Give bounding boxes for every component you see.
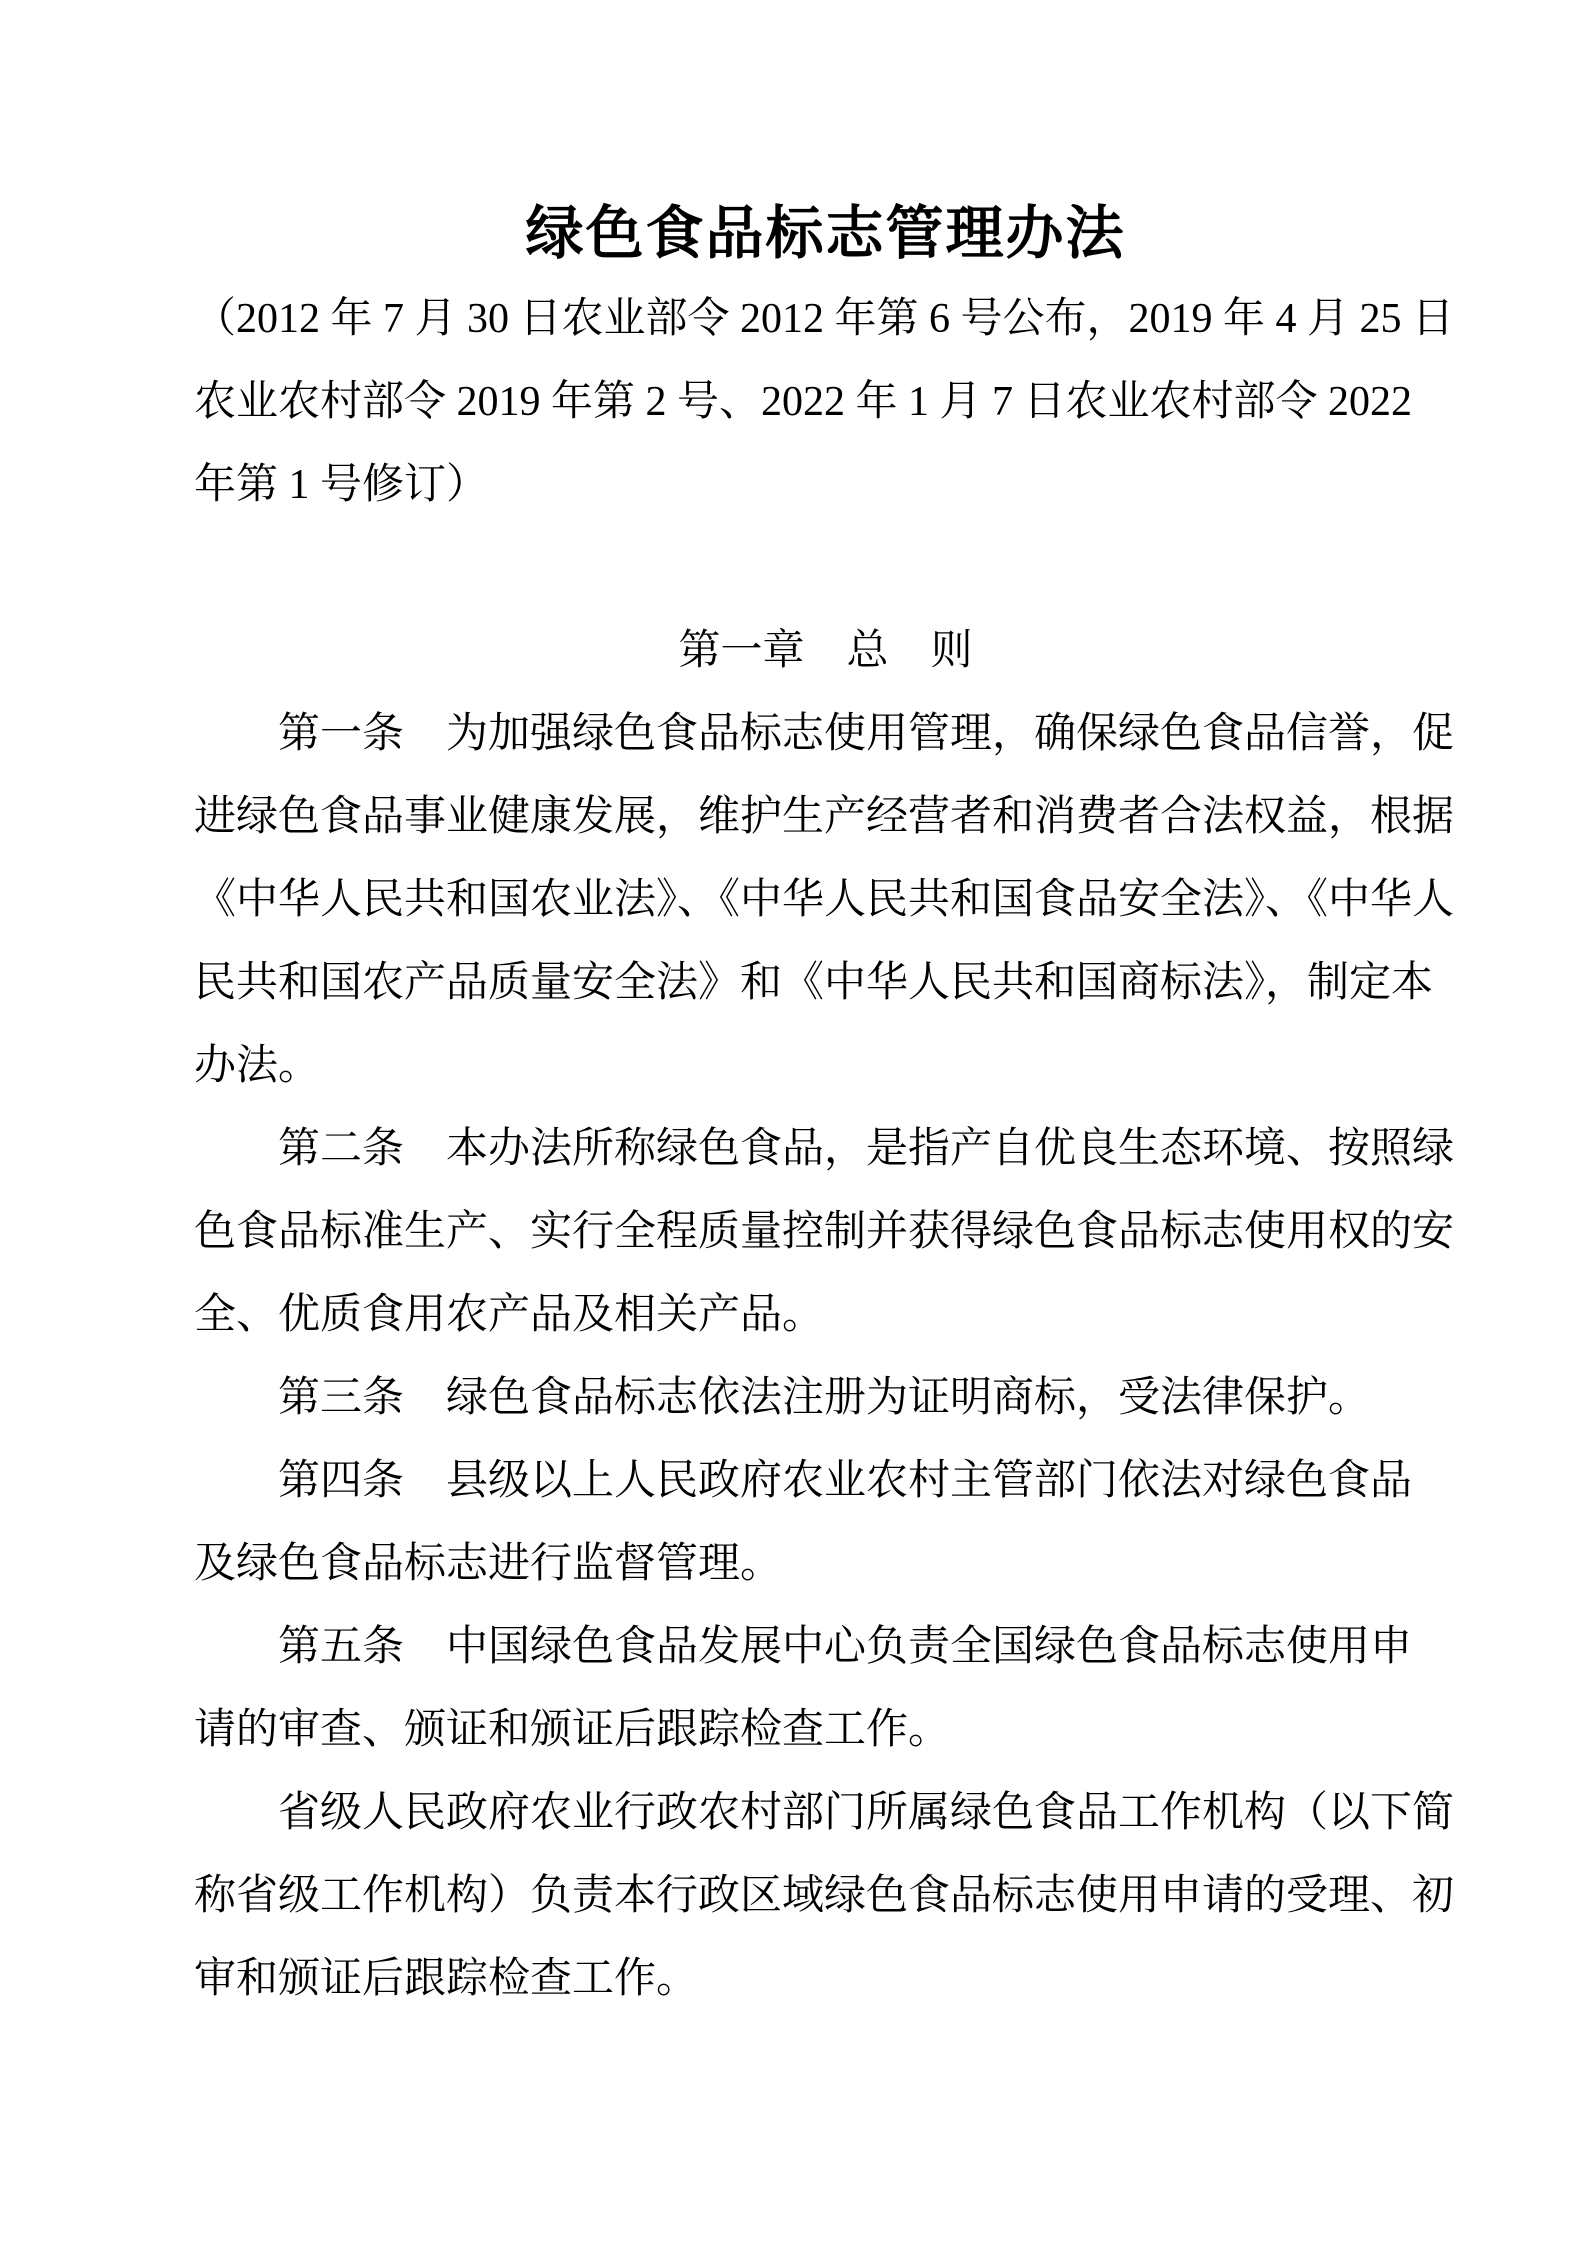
preamble-line-3: 年第 1 号修订）	[194, 462, 489, 508]
chapter-heading: 第一章 总 则	[678, 628, 973, 674]
document-content	[194, 0, 1457, 2021]
body-line-article1-5: 办法。	[194, 1043, 321, 1089]
body-line-article5-5: 审和颁证后跟踪检查工作。	[194, 1956, 699, 2002]
body-line-article1-2: 进绿色食品事业健康发展，维护生产经营者和消费者合法权益，根据	[194, 794, 1455, 840]
document-title: 绿色食品标志管理办法	[525, 201, 1126, 266]
body-line-article1-3: 《中华人民共和国农业法》、《中华人民共和国食品安全法》、《中华人	[194, 877, 1455, 923]
body-line-article5-2: 请的审查、颁证和颁证后跟踪检查工作。	[194, 1707, 951, 1753]
preamble-line-1: （2012 年 7 月 30 日农业部令 2012 年第 6 号公布，2019 年 4 月 25 日	[194, 296, 1455, 342]
body-line-article1-1: 第一条 为加强绿色食品标志使用管理，确保绿色食品信誉，促	[278, 711, 1455, 757]
body-line-article4-2: 及绿色食品标志进行监督管理。	[194, 1541, 783, 1587]
body-line-article5-3: 省级人民政府农业行政农村部门所属绿色食品工作机构（以下简	[278, 1790, 1455, 1836]
body-line-article1-4: 民共和国农产品质量安全法》和《中华人民共和国商标法》，制定本	[194, 960, 1434, 1006]
preamble-line-2: 农业农村部令 2019 年第 2 号、2022 年 1 月 7 日农业农村部令 2022	[194, 379, 1413, 425]
body-line-article5-4: 称省级工作机构）负责本行政区域绿色食品标志使用申请的受理、初	[194, 1873, 1455, 1919]
body-line-article5-1: 第五条 中国绿色食品发展中心负责全国绿色食品标志使用申	[278, 1624, 1413, 1670]
body-line-article3-1: 第三条 绿色食品标志依法注册为证明商标，受法律保护。	[278, 1375, 1371, 1421]
blank-line	[194, 527, 1457, 610]
body-line-article4-1: 第四条 县级以上人民政府农业农村主管部门依法对绿色食品	[278, 1458, 1413, 1504]
body-line-article2-3: 全、优质食用农产品及相关产品。	[194, 1292, 825, 1338]
body-line-article2-1: 第二条 本办法所称绿色食品，是指产自优良生态环境、按照绿	[278, 1126, 1455, 1172]
body-line-article2-2: 色食品标准生产、实行全程质量控制并获得绿色食品标志使用权的安	[194, 1209, 1455, 1255]
